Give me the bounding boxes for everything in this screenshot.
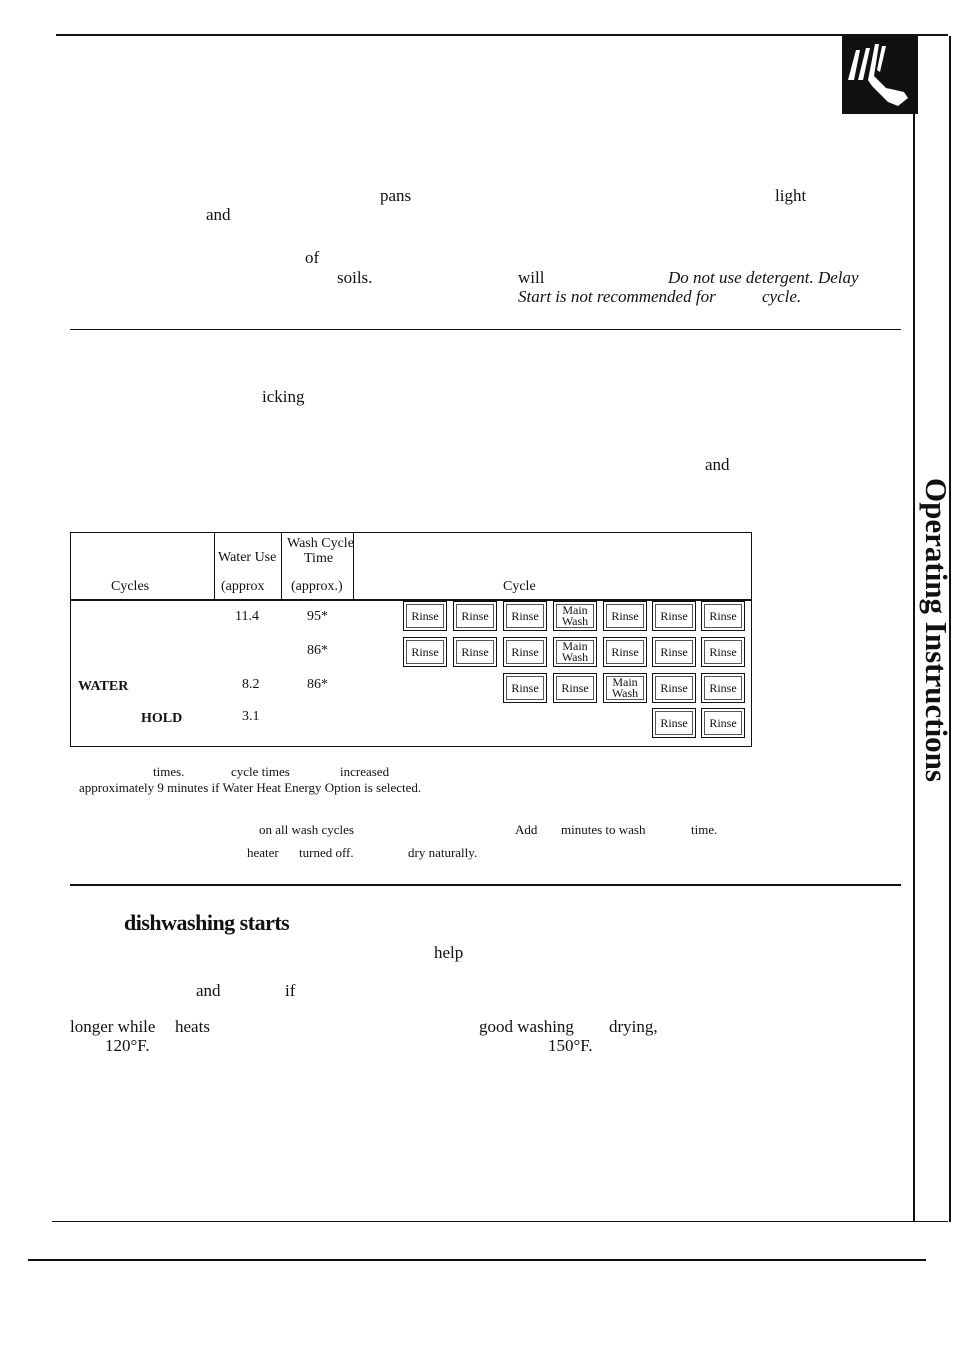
row-time: 95* <box>307 609 328 624</box>
footnote-fragment: minutes to wash <box>561 822 646 837</box>
cycle-step: Rinse <box>701 708 745 738</box>
cycle-step: Rinse <box>553 673 597 703</box>
header-water-use-unit: (approx <box>221 579 265 594</box>
row-time: 86* <box>307 643 328 658</box>
cycle-step: Rinse <box>503 601 547 631</box>
cycle-step: Rinse <box>652 708 696 738</box>
table-col-divider <box>281 533 282 599</box>
section-heading: dishwashing starts <box>124 910 290 935</box>
section-rule <box>70 329 901 330</box>
cycle-step: Rinse <box>503 673 547 703</box>
text-fragment: of <box>305 248 320 267</box>
footnote-fragment: dry naturally. <box>408 845 478 860</box>
sidebar-title: Operating Instructions <box>919 478 954 782</box>
row-water: 8.2 <box>242 677 260 692</box>
table-col-divider <box>214 533 215 599</box>
header-cycles: Cycles <box>111 579 150 594</box>
text-fragment: if <box>285 981 296 1000</box>
cycle-step: Rinse <box>652 637 696 667</box>
italic-note: cycle. <box>762 287 802 306</box>
cycle-step-main-wash: Main Wash <box>553 637 597 667</box>
text-fragment: good washing <box>479 1017 574 1036</box>
hand-pointing-icon <box>842 36 918 114</box>
cycle-table <box>70 532 752 747</box>
footnote-fragment: times. <box>153 764 185 779</box>
header-wash-time: Wash Cycle <box>287 536 354 551</box>
row-cycle-name: HOLD <box>141 711 183 726</box>
cycle-step: Rinse <box>603 601 647 631</box>
text-fragment: and <box>705 455 730 474</box>
text-fragment: and <box>206 205 231 224</box>
cycle-step: Rinse <box>403 601 447 631</box>
cycle-step: Rinse <box>701 673 745 703</box>
cycle-step: Rinse <box>701 601 745 631</box>
cycle-step: Rinse <box>453 601 497 631</box>
text-fragment: longer while <box>70 1017 156 1036</box>
text-fragment: will <box>518 268 545 287</box>
header-cycle: Cycle <box>503 579 536 594</box>
page-bottom-rule <box>28 1259 926 1261</box>
footnote-line: approximately 9 minutes if Water Heat Energy Option is selected. <box>79 780 422 795</box>
footnote-fragment: heater <box>247 845 279 860</box>
bottom-rule <box>52 1221 948 1222</box>
cycle-step: Rinse <box>603 637 647 667</box>
footnote-fragment: turned off. <box>299 845 354 860</box>
cycle-step: Rinse <box>503 637 547 667</box>
row-time: 86* <box>307 677 328 692</box>
italic-note: Do not use detergent. Delay <box>668 268 859 287</box>
text-fragment: 120°F. <box>105 1036 150 1055</box>
text-fragment: heats <box>175 1017 210 1036</box>
text-fragment: soils. <box>337 268 373 287</box>
sidebar-divider <box>913 36 915 1222</box>
row-water: 11.4 <box>235 609 259 624</box>
italic-note: Start is not recommended for <box>518 287 716 306</box>
row-cycle-name: WATER <box>78 679 129 694</box>
cycle-step: Rinse <box>652 673 696 703</box>
footnote-fragment: Add <box>515 822 538 837</box>
text-fragment: and <box>196 981 221 1000</box>
footnote-fragment: time. <box>691 822 718 837</box>
cycle-step: Rinse <box>453 637 497 667</box>
text-fragment: icking <box>262 387 305 406</box>
cycle-step-main-wash: Main Wash <box>553 601 597 631</box>
footnote-fragment: cycle times <box>231 764 290 779</box>
text-fragment: light <box>775 186 807 205</box>
cycle-step-main-wash: Main Wash <box>603 673 647 703</box>
footnote-fragment: increased <box>340 764 390 779</box>
section-rule <box>70 884 901 886</box>
row-water: 3.1 <box>242 709 260 724</box>
text-fragment: drying, <box>609 1017 658 1036</box>
header-wash-time: Time <box>304 551 334 566</box>
text-fragment: pans <box>380 186 412 205</box>
cycle-step: Rinse <box>701 637 745 667</box>
text-fragment: 150°F. <box>548 1036 593 1055</box>
header-wash-time-unit: (approx.) <box>291 579 343 594</box>
cycle-step: Rinse <box>403 637 447 667</box>
footnote-fragment: on all wash cycles <box>259 822 354 837</box>
cycle-step: Rinse <box>652 601 696 631</box>
top-rule <box>56 34 948 36</box>
header-water-use: Water Use <box>218 550 277 565</box>
text-fragment: help <box>434 943 464 962</box>
